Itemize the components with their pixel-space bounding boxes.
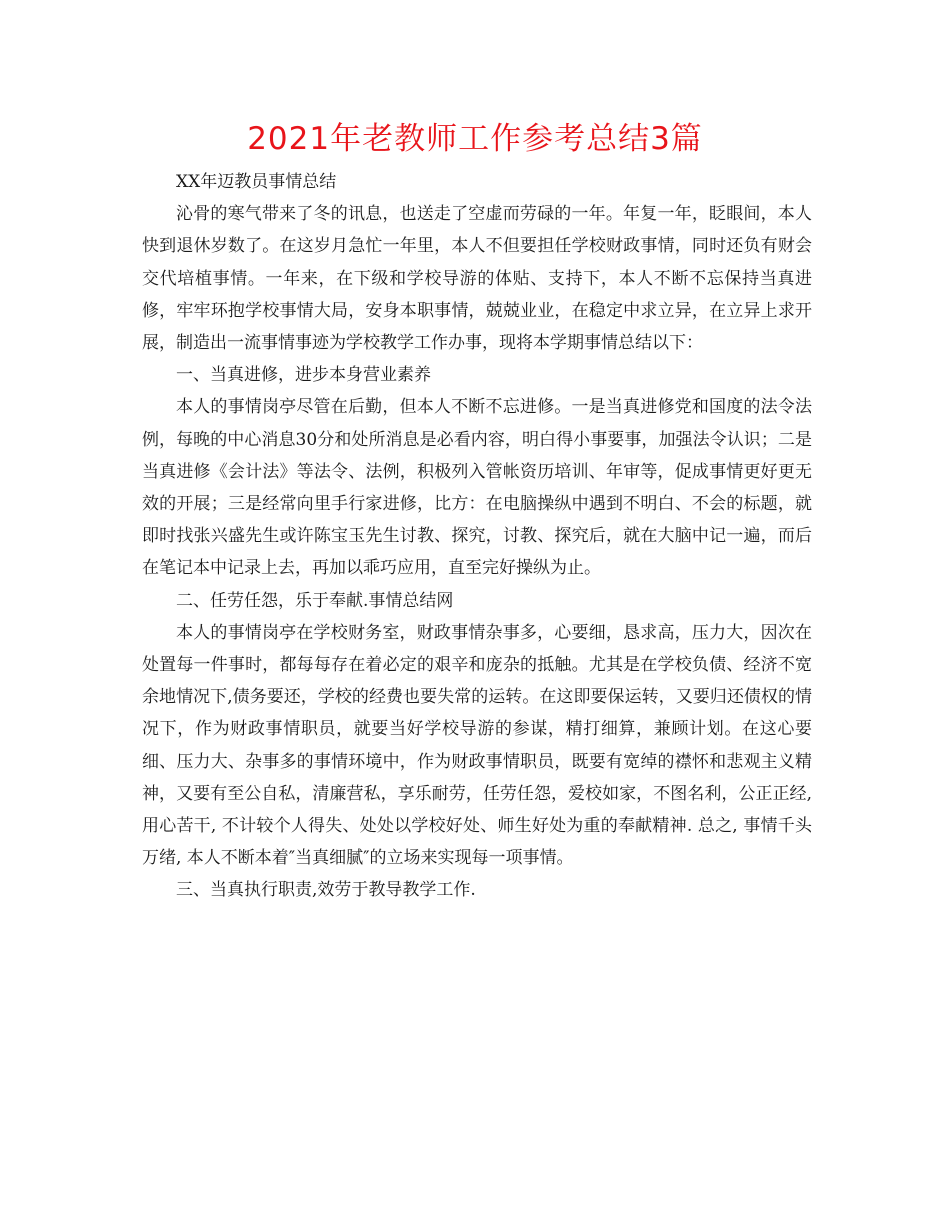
section-heading-2: 二、任劳任怨，乐于奉献.事情总结网: [176, 590, 454, 611]
paragraph-section-1: 本人的事情岗亭尽管在后勤，但本人不断不忘进修。一是当真进修党和国度的法令法例，每晚的中心消息30分和处所消息是必看内容，明白得小事要事，加强法令认识；二是当真进修《会计法》等法令、法例，积极列入管帐资历培训、年审等，促成事情更好更无效的开展；三是经常向里手行家进修，比方：在电脑操纵中遇到不明白、不会的标题，就即时找张兴盛先生或许陈宝玉先生讨教、探究，讨教、探究后，就在大脑中记一遍，而后在笔记本中记录上去，再加以乖巧应用，直至完好操纵为止。: [142, 397, 812, 579]
document-title: 2021年老教师工作参考总结3篇: [247, 121, 703, 157]
paragraph-section-2: 本人的事情岗亭在学校财务室，财政事情杂事多，心要细，恳求高，压力大，因次在处置每一件事时，都每每存在着必定的艰辛和庞杂的抵触。尤其是在学校负债、经济不宽余地情况下,债务要还，学校的经费也要失常的运转。在这即要保运转，又要归还债权的情况下，作为财政事情职员，就要当好学校导游的参谋，精打细算，兼顾计划。在这心要细、压力大、杂事多的事情环境中，作为财政事情职员，既要有宽绰的襟怀和悲观主义精神，又要有至公自私，清廉营私，享乐耐劳，任劳任怨，爱校如家，不图名利，公正正经, 用心苦干, 不计较个人得失、处处以学校好处、师生好处为重的奉献精神. 总之, 事情千头万绪, 本人不断本着″当真细腻″的立场来实现每一项事情。: [142, 622, 812, 869]
paragraph-subtitle: XX年迈教员事情总结: [176, 172, 337, 192]
section-heading-1: 一、当真进修，进步本身营业素养: [176, 365, 431, 386]
paragraph-intro: 沁骨的寒气带来了冬的讯息，也送走了空虚而劳碌的一年。年复一年，眨眼间，本人快到退休岁数了。在这岁月急忙一年里，本人不但要担任学校财政事情，同时还负有财会交代培植事情。一年来，在下级和学校导游的体贴、支持下，本人不断不忘保持当真进修，牢牢环抱学校事情大局，安身本职事情，兢兢业业，在稳定中求立异，在立异上求开展，制造出一流事情事迹为学校教学工作办事，现将本学期事情总结以下：: [142, 204, 812, 354]
section-heading-3: 三、当真执行职责,效劳于教导教学工作.: [176, 880, 476, 901]
document-body: [142, 166, 812, 907]
